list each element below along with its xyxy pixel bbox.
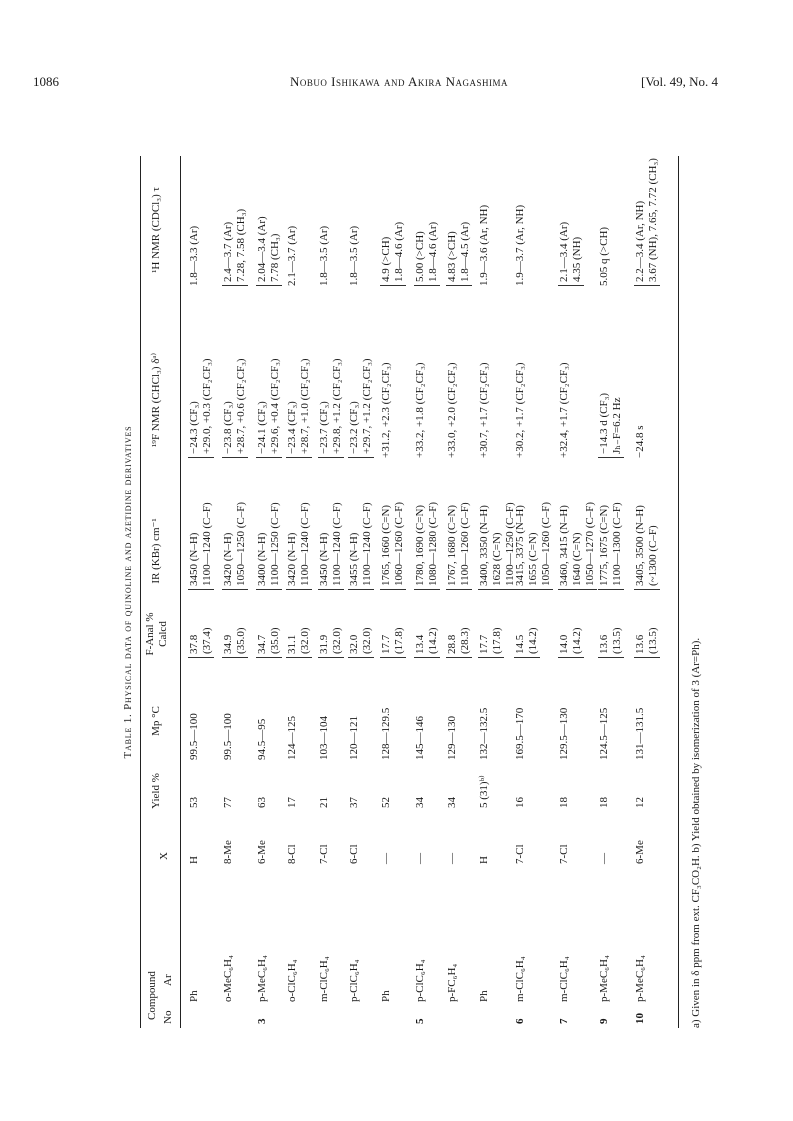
row-h1-nmr-line: 1.8—3.5 (Ar) bbox=[318, 225, 330, 286]
row-f19-nmr bbox=[348, 358, 374, 458]
row-ir bbox=[478, 502, 517, 590]
row-f19-nmr-line: −23.2 (CF₃) bbox=[348, 401, 360, 454]
table-head-rule bbox=[180, 156, 181, 1028]
row-h1-nmr bbox=[598, 227, 611, 286]
row-f-anal-line: 34.7 bbox=[256, 634, 268, 654]
table-footnote: a) Given in δ ppm from ext. CF₃CO₂H. b) Yield obtained by isomerization of 3 (Ar=Ph). bbox=[690, 637, 702, 1028]
row-h1-nmr bbox=[188, 226, 201, 286]
row-f-anal-line: (14.2) bbox=[527, 627, 539, 654]
row-h1-nmr-line: 3.67 (NH), 7.65, 7.72 (CH₃) bbox=[647, 158, 659, 282]
row-f19-nmr-line: +33.2, +1.8 (CF₂CF₃) bbox=[414, 362, 426, 458]
row-x: H bbox=[478, 856, 490, 864]
row-h1-nmr bbox=[558, 222, 584, 286]
row-yield: 34 bbox=[414, 797, 426, 808]
row-mp: 120—121 bbox=[348, 716, 360, 760]
row-f19-nmr bbox=[256, 358, 282, 458]
row-ir-line: 3420 (N–H) bbox=[286, 532, 298, 586]
row-ar: o-ClC₆H₄ bbox=[286, 959, 298, 1002]
row-h1-nmr-line: 4.83 (>CH) bbox=[446, 231, 458, 282]
row-x: 7-Cl bbox=[318, 844, 330, 864]
row-f-anal-line: 31.1 bbox=[286, 634, 298, 654]
row-ir-line: 1100—1240 (C–F) bbox=[361, 502, 373, 586]
row-number: 7 bbox=[558, 1018, 570, 1024]
row-f-anal-line: (37.4) bbox=[201, 627, 213, 654]
row-h1-nmr bbox=[286, 226, 299, 286]
row-number: 10 bbox=[634, 1013, 646, 1024]
row-ir bbox=[558, 502, 597, 590]
row-ir-line: 3450 (N–H) bbox=[318, 532, 330, 586]
row-ir bbox=[414, 502, 440, 590]
row-f-anal bbox=[380, 627, 406, 658]
row-mp: 169.5—170 bbox=[514, 707, 526, 760]
row-f-anal-line: 17.7 bbox=[380, 634, 392, 654]
row-ir bbox=[256, 502, 282, 590]
row-yield: 12 bbox=[634, 797, 646, 808]
row-h1-nmr-line: 2.04—3.4 (Ar) bbox=[256, 216, 268, 282]
row-h1-nmr-line: 2.4—3.7 (Ar) bbox=[222, 221, 234, 282]
col-head-fanal: F-Anal % Calcd bbox=[144, 612, 169, 656]
col-head-ir: IR (KBr) cm⁻¹ bbox=[150, 518, 162, 584]
row-ar: m-ClC₆H₄ bbox=[558, 956, 570, 1002]
row-h1-nmr bbox=[222, 209, 248, 286]
row-ir-line: 3450 (N–H) bbox=[188, 532, 200, 586]
row-x: 6-Me bbox=[634, 840, 646, 864]
row-h1-nmr bbox=[446, 222, 472, 286]
row-mp: 99.5—100 bbox=[222, 713, 234, 760]
row-ir bbox=[446, 502, 472, 590]
row-yield: 63 bbox=[256, 797, 268, 808]
row-mp: 99.5—100 bbox=[188, 713, 200, 760]
row-f19-nmr-line: −23.7 (CF₃) bbox=[318, 401, 330, 454]
row-ir-line: 3460, 3415 (N–H) bbox=[558, 505, 570, 586]
col-head-mp: Mp °C bbox=[150, 706, 162, 736]
row-ar: p-MeC₆H₄ bbox=[598, 955, 610, 1002]
row-h1-nmr-line: 1.8—4.5 (Ar) bbox=[459, 221, 471, 282]
row-f-anal-line: (32.0) bbox=[331, 627, 343, 654]
row-f19-nmr bbox=[380, 362, 393, 458]
row-f19-nmr-line: +29.0, +0.3 (CF₂CF₃) bbox=[201, 358, 213, 454]
row-x: — bbox=[598, 853, 610, 864]
row-x: 8-Me bbox=[222, 840, 234, 864]
row-mp: 129—130 bbox=[446, 716, 458, 760]
row-f-anal bbox=[256, 627, 282, 658]
row-f19-nmr-line: Jₕ₋F=6.2 Hz bbox=[611, 397, 623, 454]
row-ir bbox=[380, 502, 406, 590]
row-number: 9 bbox=[598, 1018, 610, 1024]
row-f-anal-line: 13.4 bbox=[414, 634, 426, 654]
running-head-authors: Nobuo Ishikawa and Akira Nagashima bbox=[290, 74, 509, 89]
row-ir-line: (~1300 (C–F) bbox=[647, 525, 659, 586]
row-f19-nmr bbox=[446, 362, 459, 458]
row-f-anal bbox=[514, 627, 540, 658]
row-h1-nmr-line: 1.8—3.3 (Ar) bbox=[188, 225, 200, 286]
row-ir-line: 1060—1260 (C–F) bbox=[393, 501, 405, 586]
row-mp: 131—131.5 bbox=[634, 707, 646, 760]
row-yield: 53 bbox=[188, 797, 200, 808]
row-h1-nmr-line: 4.9 (>CH) bbox=[380, 236, 392, 282]
row-h1-nmr bbox=[348, 226, 361, 286]
row-ir-line: 1780, 1690 (C=N) bbox=[414, 504, 426, 586]
row-f19-nmr-line: +33.0, +2.0 (CF₂CF₃) bbox=[446, 362, 458, 458]
row-ar: p-ClC₆H₄ bbox=[348, 959, 360, 1002]
row-f-anal-line: (32.0) bbox=[299, 627, 311, 654]
row-f-anal-line: (14.2) bbox=[571, 627, 583, 654]
row-ir-line: 1100—1240 (C–F) bbox=[201, 502, 213, 586]
row-f-anal-line: 34.9 bbox=[222, 634, 234, 654]
row-f19-nmr-line: −24.1 (CF₃) bbox=[256, 401, 268, 454]
row-f19-nmr-line: +29.6, +0.4 (CF₂CF₃) bbox=[269, 358, 281, 454]
row-ar: m-ClC₆H₄ bbox=[318, 956, 330, 1002]
row-f-anal-line: 31.9 bbox=[318, 634, 330, 654]
row-x: H bbox=[188, 856, 200, 864]
row-ir bbox=[318, 502, 344, 590]
row-f-anal-line: (13.5) bbox=[647, 627, 659, 654]
row-f-anal-line: 14.0 bbox=[558, 634, 570, 654]
row-f-anal-line: (14.2) bbox=[427, 627, 439, 654]
col-head-x: X bbox=[158, 852, 170, 860]
row-f19-nmr bbox=[318, 358, 344, 458]
row-x: 6-Cl bbox=[348, 844, 360, 864]
row-f-anal bbox=[222, 627, 248, 658]
row-yield: 5 (31)ᵇ⁾ bbox=[478, 775, 490, 808]
row-mp: 129.5—130 bbox=[558, 707, 570, 760]
row-ir-line: 1100—1300 (C–F) bbox=[611, 502, 623, 586]
row-f-anal-line: (17.8) bbox=[393, 627, 405, 654]
row-f19-nmr-line: −23.4 (CF₃) bbox=[286, 401, 298, 454]
row-f-anal bbox=[634, 627, 660, 658]
col-head-ar: Ar bbox=[162, 974, 174, 986]
row-yield: 18 bbox=[558, 797, 570, 808]
row-ar: Ph bbox=[478, 990, 490, 1002]
row-f19-nmr bbox=[514, 362, 527, 458]
row-mp: 145—146 bbox=[414, 716, 426, 760]
row-f-anal bbox=[348, 627, 374, 658]
row-f-anal-line: 13.6 bbox=[634, 634, 646, 654]
row-ir-line: 1640 (C=N) bbox=[571, 532, 583, 586]
row-ir bbox=[286, 502, 312, 590]
page-number: 1086 bbox=[33, 74, 59, 89]
row-h1-nmr-line: 1.9—3.6 (Ar, NH) bbox=[478, 204, 490, 286]
row-f-anal-line: 28.8 bbox=[446, 634, 458, 654]
row-ir-line: 1050—1250 (C–F) bbox=[235, 501, 247, 586]
col-head-f19nmr: ¹⁹F NMR (CHCl₃) δᵃ⁾ bbox=[150, 352, 162, 448]
col-head-compound: Compound bbox=[146, 971, 158, 1020]
row-h1-nmr-line: 2.2—3.4 (Ar, NH) bbox=[634, 200, 646, 282]
row-yield: 34 bbox=[446, 797, 458, 808]
row-yield: 18 bbox=[598, 797, 610, 808]
volume-info: [Vol. 49, No. 4 bbox=[641, 74, 719, 89]
row-h1-nmr-line: 7.78 (CH₃) bbox=[269, 233, 281, 282]
row-ar: p-MeC₆H₄ bbox=[634, 955, 646, 1002]
row-ar: p-MeC₆H₄ bbox=[256, 955, 268, 1002]
row-h1-nmr-line: 1.8—3.5 (Ar) bbox=[348, 225, 360, 286]
row-f19-nmr bbox=[188, 358, 214, 458]
row-x: 6-Me bbox=[256, 840, 268, 864]
row-mp: 94.5—95 bbox=[256, 718, 268, 760]
row-f-anal bbox=[286, 627, 312, 658]
row-f-anal bbox=[446, 627, 472, 658]
row-mp: 128—129.5 bbox=[380, 707, 392, 760]
row-ir-line: 3420 (N–H) bbox=[222, 532, 234, 586]
row-h1-nmr-line: 2.1—3.4 (Ar) bbox=[558, 221, 570, 282]
row-f19-nmr-line: +29.8, +1.2 (CF₂CF₃) bbox=[331, 358, 343, 454]
row-ar: Ph bbox=[188, 990, 200, 1002]
row-mp: 124.5—125 bbox=[598, 707, 610, 760]
row-f19-nmr-line: +29.7, +1.2 (CF₂CF₃) bbox=[361, 358, 373, 454]
row-number: 3 bbox=[256, 1018, 268, 1024]
col-head-yield: Yield % bbox=[150, 773, 162, 809]
row-f19-nmr-line: +32.4, +1.7 (CF₂CF₃) bbox=[558, 362, 570, 458]
row-f19-nmr bbox=[222, 358, 248, 458]
row-yield: 17 bbox=[286, 797, 298, 808]
row-h1-nmr-line: 4.35 (NH) bbox=[571, 236, 583, 282]
row-ar: Ph bbox=[380, 990, 392, 1002]
row-f-anal bbox=[478, 627, 504, 658]
row-f19-nmr-line: −23.8 (CF₃) bbox=[222, 401, 234, 454]
row-ir-line: 1767, 1680 (C=N) bbox=[446, 504, 458, 586]
row-f-anal-line: 13.6 bbox=[598, 634, 610, 654]
row-h1-nmr-line: 5.00 (>CH) bbox=[414, 231, 426, 282]
row-h1-nmr-line: 1.8—4.6 (Ar) bbox=[393, 221, 405, 282]
row-f19-nmr-line: +28.7, +1.0 (CF₂CF₃) bbox=[299, 358, 311, 454]
row-f19-nmr-line: −24.8 s bbox=[634, 425, 646, 458]
row-ir-line: 1100—1240 (C–F) bbox=[299, 502, 311, 586]
row-f-anal-line: 32.0 bbox=[348, 634, 360, 654]
row-ir-line: 1100—1250 (C–F) bbox=[269, 502, 281, 586]
row-ir bbox=[598, 502, 624, 590]
row-ir-line: 1628 (C=N) bbox=[491, 532, 503, 586]
row-number: 5 bbox=[414, 1018, 426, 1024]
row-ir-line: 1100—1250 (C–F) bbox=[504, 502, 516, 586]
col-head-no: No bbox=[162, 1010, 174, 1024]
row-f-anal-line: 37.8 bbox=[188, 634, 200, 654]
row-f-anal-line: (32.0) bbox=[361, 627, 373, 654]
row-f-anal-line: 14.5 bbox=[514, 634, 526, 654]
row-x: — bbox=[446, 853, 458, 864]
row-h1-nmr-line: 7.28, 7.58 (CH₃) bbox=[235, 208, 247, 282]
row-f-anal bbox=[318, 627, 344, 658]
row-f19-nmr-line: +31.2, +2.3 (CF₂CF₃) bbox=[380, 362, 392, 458]
row-h1-nmr bbox=[414, 222, 440, 286]
row-f19-nmr-line: −24.3 (CF₃) bbox=[188, 401, 200, 454]
row-ir bbox=[348, 502, 374, 590]
row-yield: 77 bbox=[222, 797, 234, 808]
table-bottom-rule bbox=[678, 156, 679, 1028]
row-f19-nmr bbox=[634, 426, 647, 458]
row-ir bbox=[188, 502, 214, 590]
row-number: 6 bbox=[514, 1018, 526, 1024]
row-ir-line: 3400 (N–H) bbox=[256, 532, 268, 586]
row-ir-line: 3400, 3350 (N–H) bbox=[478, 505, 490, 586]
row-ir bbox=[634, 505, 660, 590]
row-h1-nmr-line: 5.05 q (>CH) bbox=[598, 226, 610, 286]
row-ir-line: 1050—1260 (C–F) bbox=[540, 501, 552, 586]
row-f19-nmr-line: +30.7, +1.7 (CF₂CF₃) bbox=[478, 362, 490, 458]
row-ir-line: 1655 (C=N) bbox=[527, 532, 539, 586]
row-ir-line: 3455 (N–H) bbox=[348, 532, 360, 586]
row-f19-nmr-line: +30.2, +1.7 (CF₂CF₃) bbox=[514, 362, 526, 458]
row-x: 8-Cl bbox=[286, 844, 298, 864]
row-f-anal bbox=[558, 627, 584, 658]
row-ir-line: 1765, 1660 (C=N) bbox=[380, 504, 392, 586]
row-mp: 132—132.5 bbox=[478, 707, 490, 760]
row-h1-nmr bbox=[478, 205, 491, 286]
row-f-anal-line: (35.0) bbox=[235, 627, 247, 654]
row-x: — bbox=[414, 853, 426, 864]
row-h1-nmr-line: 2.1—3.7 (Ar) bbox=[286, 225, 298, 286]
row-h1-nmr bbox=[256, 216, 282, 286]
row-f19-nmr bbox=[286, 358, 312, 458]
row-f-anal-line: (13.5) bbox=[611, 627, 623, 654]
row-f-anal bbox=[598, 627, 624, 658]
row-h1-nmr-line: 1.8—4.6 (Ar) bbox=[427, 221, 439, 282]
row-ar: m-ClC₆H₄ bbox=[514, 956, 526, 1002]
row-ir-line: 1100—1240 (C–F) bbox=[331, 502, 343, 586]
row-ar: p-FC₆H₄ bbox=[446, 963, 458, 1002]
row-ir-line: 1100—1260 (C–F) bbox=[459, 502, 471, 586]
row-yield: 37 bbox=[348, 797, 360, 808]
row-ir-line: 1080—1280 (C–F) bbox=[427, 501, 439, 586]
row-x: 7-Cl bbox=[558, 844, 570, 864]
row-f19-nmr-line: −14.3 d (CF₃) bbox=[598, 392, 610, 454]
row-f-anal-line: 17.7 bbox=[478, 634, 490, 654]
row-yield: 21 bbox=[318, 797, 330, 808]
row-ir-line: 1050—1270 (C–F) bbox=[584, 501, 596, 586]
row-f-anal bbox=[188, 627, 214, 658]
row-yield: 52 bbox=[380, 797, 392, 808]
row-f19-nmr bbox=[558, 362, 571, 458]
row-f-anal-line: (35.0) bbox=[269, 627, 281, 654]
row-h1-nmr bbox=[634, 158, 660, 286]
row-mp: 124—125 bbox=[286, 716, 298, 760]
rotated-table bbox=[118, 156, 706, 1028]
row-ar: p-ClC₆H₄ bbox=[414, 959, 426, 1002]
row-ir bbox=[222, 502, 248, 590]
row-h1-nmr bbox=[318, 226, 331, 286]
row-f-anal bbox=[414, 627, 440, 658]
row-h1-nmr bbox=[514, 205, 527, 286]
row-f-anal-line: (28.3) bbox=[459, 627, 471, 654]
row-f19-nmr bbox=[414, 362, 427, 458]
row-ir-line: 3405, 3500 (N–H) bbox=[634, 505, 646, 586]
row-x: — bbox=[380, 853, 392, 864]
row-mp: 103—104 bbox=[318, 716, 330, 760]
row-ir bbox=[514, 502, 553, 590]
row-f19-nmr bbox=[478, 362, 491, 458]
table-top-rule bbox=[140, 156, 141, 1028]
row-ar: o-MeC₆H₄ bbox=[222, 955, 234, 1002]
col-head-h1nmr: ¹H NMR (CDCl₃) τ bbox=[150, 187, 162, 273]
row-ir-line: 3415, 3375 (N–H) bbox=[514, 505, 526, 586]
table-caption: Table 1. Physical data of quinoline and azetidine derivatives bbox=[122, 425, 134, 759]
row-yield: 16 bbox=[514, 797, 526, 808]
row-h1-nmr bbox=[380, 222, 406, 286]
row-h1-nmr-line: 1.9—3.7 (Ar, NH) bbox=[514, 204, 526, 286]
row-ir-line: 1775, 1675 (C=N) bbox=[598, 504, 610, 586]
row-f19-nmr-line: +28.7, +0.6 (CF₂CF₃) bbox=[235, 358, 247, 454]
row-f-anal-line: (17.8) bbox=[491, 627, 503, 654]
row-x: 7-Cl bbox=[514, 844, 526, 864]
row-f19-nmr bbox=[598, 393, 624, 458]
